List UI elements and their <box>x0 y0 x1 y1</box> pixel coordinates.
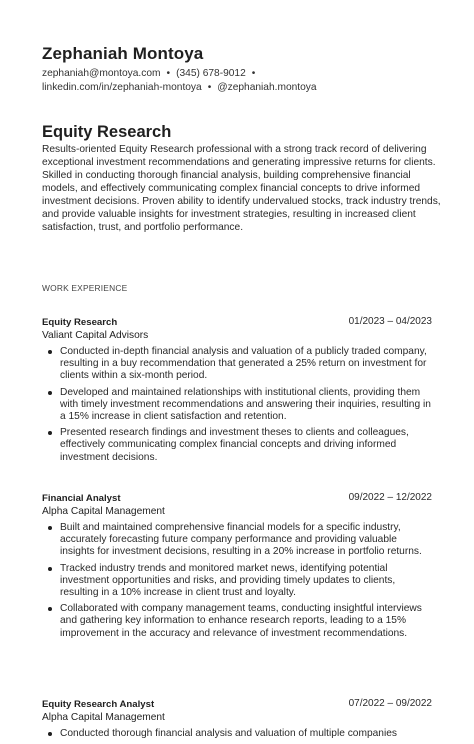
job-dates: 07/2022 – 09/2022 <box>348 698 432 709</box>
job-bullets <box>42 728 432 740</box>
job-entry <box>42 699 432 744</box>
social-handle: @zephaniah.montoya <box>217 82 317 93</box>
separator: • <box>166 68 171 79</box>
job-header <box>42 317 432 330</box>
email-link[interactable]: zephaniah@montoya.com <box>42 68 161 79</box>
job-title: Equity Research Analyst <box>42 699 155 710</box>
job-header <box>42 493 432 506</box>
list-item: Conducted thorough financial analysis and valuation of multiple companies <box>60 728 432 740</box>
job-company: Alpha Capital Management <box>42 712 165 723</box>
candidate-name: Zephaniah Montoya <box>42 44 204 63</box>
job-dates: 09/2022 – 12/2022 <box>348 492 432 503</box>
contact-line-1 <box>42 68 261 79</box>
job-bullets <box>42 346 432 464</box>
job-entry <box>42 317 432 468</box>
summary-paragraph: Results-oriented Equity Research professional with a strong track record of delivering exceptional investment recommendations and generating impressive returns for clients. Skilled in conducting thorough financial analysis, building comprehensive financial models, and effectively communicating complex financial concepts to drive informed investment decisions. Proven ability to identify undervalued stocks, track industry trends, and provide valuable insights for investment strategies, resulting in increased client satisfaction, trust, and portfolio performance. <box>42 144 441 233</box>
linkedin-link[interactable]: linkedin.com/in/zephaniah-montoya <box>42 82 202 93</box>
list-item: Presented research findings and investment theses to clients and colleagues, effectively communicating complex financial concepts and driving informed investment decisions. <box>60 427 432 464</box>
section-heading-work-experience: WORK EXPERIENCE <box>42 283 128 293</box>
separator: • <box>207 82 212 93</box>
job-entry <box>42 493 432 644</box>
job-bullets <box>42 522 432 640</box>
job-company: Alpha Capital Management <box>42 506 165 517</box>
job-title: Equity Research <box>42 317 118 328</box>
list-item: Conducted in-depth financial analysis and valuation of a publicly traded company, resulting in a buy recommendation that generated a 25% return on investment for clients within a six-month period. <box>60 346 432 383</box>
job-title: Financial Analyst <box>42 493 121 504</box>
phone-number: (345) 678-9012 <box>176 68 246 79</box>
professional-title: Equity Research <box>42 123 172 141</box>
list-item: Developed and maintained relationships with institutional clients, providing them with timely investment recommendations and answering their inquiries, resulting in a 15% increase in client satisfaction and retention. <box>60 386 431 423</box>
job-company: Valiant Capital Advisors <box>42 330 149 341</box>
list-item: Tracked industry trends and monitored market news, identifying potential investment opportunities and risks, and providing timely updates to clients, resulting in a 10% increase in client trust and loyalty. <box>60 563 432 600</box>
list-item: Built and maintained comprehensive financial models for a specific industry, accurately forecasting future company performance and providing valuable insights for investment decisions, resulting in a 20% increase in portfolio returns. <box>60 522 432 559</box>
job-header <box>42 699 432 712</box>
job-dates: 01/2023 – 04/2023 <box>348 316 432 327</box>
list-item: Collaborated with company management teams, conducting insightful interviews and gathering key information to enhance research reports, leading to a 15% improvement in the accuracy and relevance of investment recommendations. <box>60 603 432 640</box>
contact-line-2 <box>42 82 317 93</box>
separator: • <box>251 68 256 79</box>
